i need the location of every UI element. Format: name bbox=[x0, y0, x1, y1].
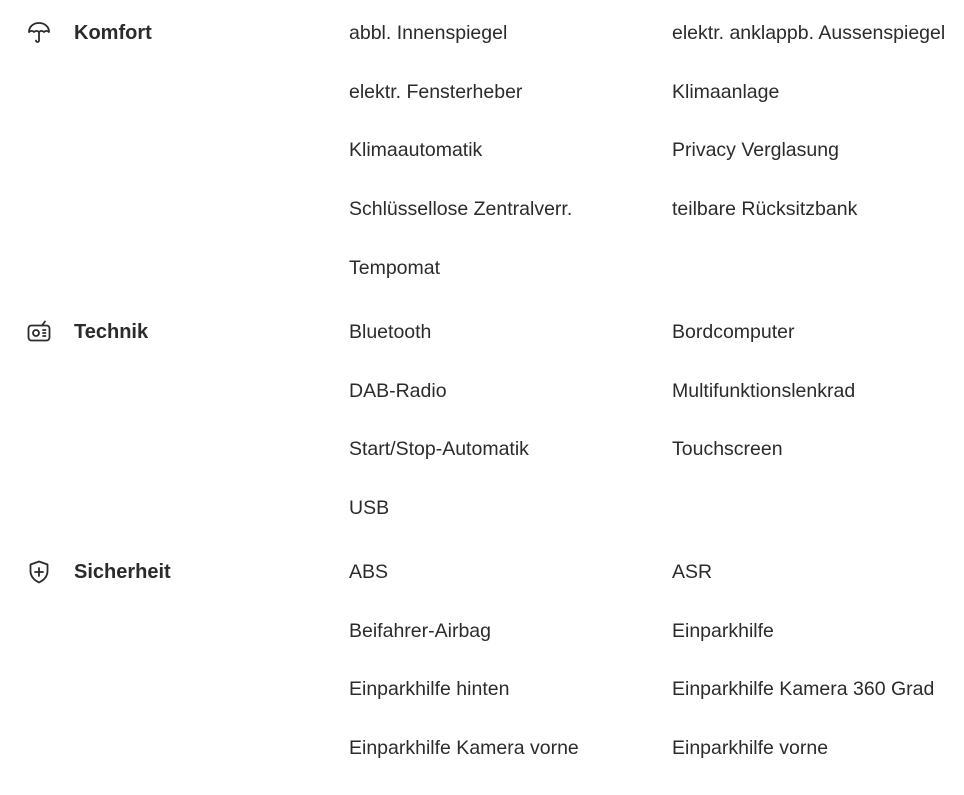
feature-item: elektr. Fensterheber bbox=[349, 80, 523, 103]
feature-item: teilbare Rücksitzbank bbox=[672, 198, 858, 221]
section-header-technik bbox=[26, 320, 148, 344]
feature-item: ABS bbox=[349, 561, 389, 583]
feature-item: Beifahrer-Airbag bbox=[349, 619, 491, 642]
feature-item: abbl. Innenspiegel bbox=[349, 22, 508, 44]
section-title-technik: Technik bbox=[74, 320, 149, 343]
feature-item: Einparkhilfe bbox=[672, 619, 774, 642]
shield-plus-icon bbox=[26, 559, 52, 585]
feature-item: Multifunktionslenkrad bbox=[672, 379, 856, 402]
section-header-sicherheit bbox=[26, 560, 171, 584]
feature-item: Bordcomputer bbox=[672, 321, 795, 343]
feature-item: Tempomat bbox=[349, 256, 441, 279]
feature-list-sicherheit bbox=[349, 560, 959, 795]
feature-item: USB bbox=[349, 497, 390, 520]
feature-list-technik bbox=[349, 320, 959, 555]
feature-item: elektr. anklappb. Aussenspiegel bbox=[672, 22, 946, 44]
feature-item: Bluetooth bbox=[349, 321, 432, 343]
feature-item: Einparkhilfe Kamera 360 Grad bbox=[672, 678, 935, 701]
radio-icon bbox=[26, 319, 52, 345]
feature-item: Klimaautomatik bbox=[349, 139, 483, 162]
section-header-komfort bbox=[26, 21, 152, 45]
umbrella-icon bbox=[26, 20, 52, 46]
feature-item: Einparkhilfe Kamera vorne bbox=[349, 737, 579, 760]
feature-list-komfort bbox=[349, 21, 959, 314]
feature-item: DAB-Radio bbox=[349, 379, 447, 402]
feature-item: ASR bbox=[672, 561, 713, 583]
feature-item: Klimaanlage bbox=[672, 80, 780, 103]
section-title-komfort: Komfort bbox=[74, 21, 152, 44]
feature-item: Privacy Verglasung bbox=[672, 139, 839, 162]
feature-item: Touchscreen bbox=[672, 438, 783, 461]
feature-item: Start/Stop-Automatik bbox=[349, 438, 529, 461]
section-title-sicherheit: Sicherheit bbox=[74, 560, 171, 583]
feature-item: Einparkhilfe vorne bbox=[672, 737, 829, 760]
feature-item: Einparkhilfe hinten bbox=[349, 678, 510, 701]
feature-item: Schlüssellose Zentralverr. bbox=[349, 198, 573, 221]
